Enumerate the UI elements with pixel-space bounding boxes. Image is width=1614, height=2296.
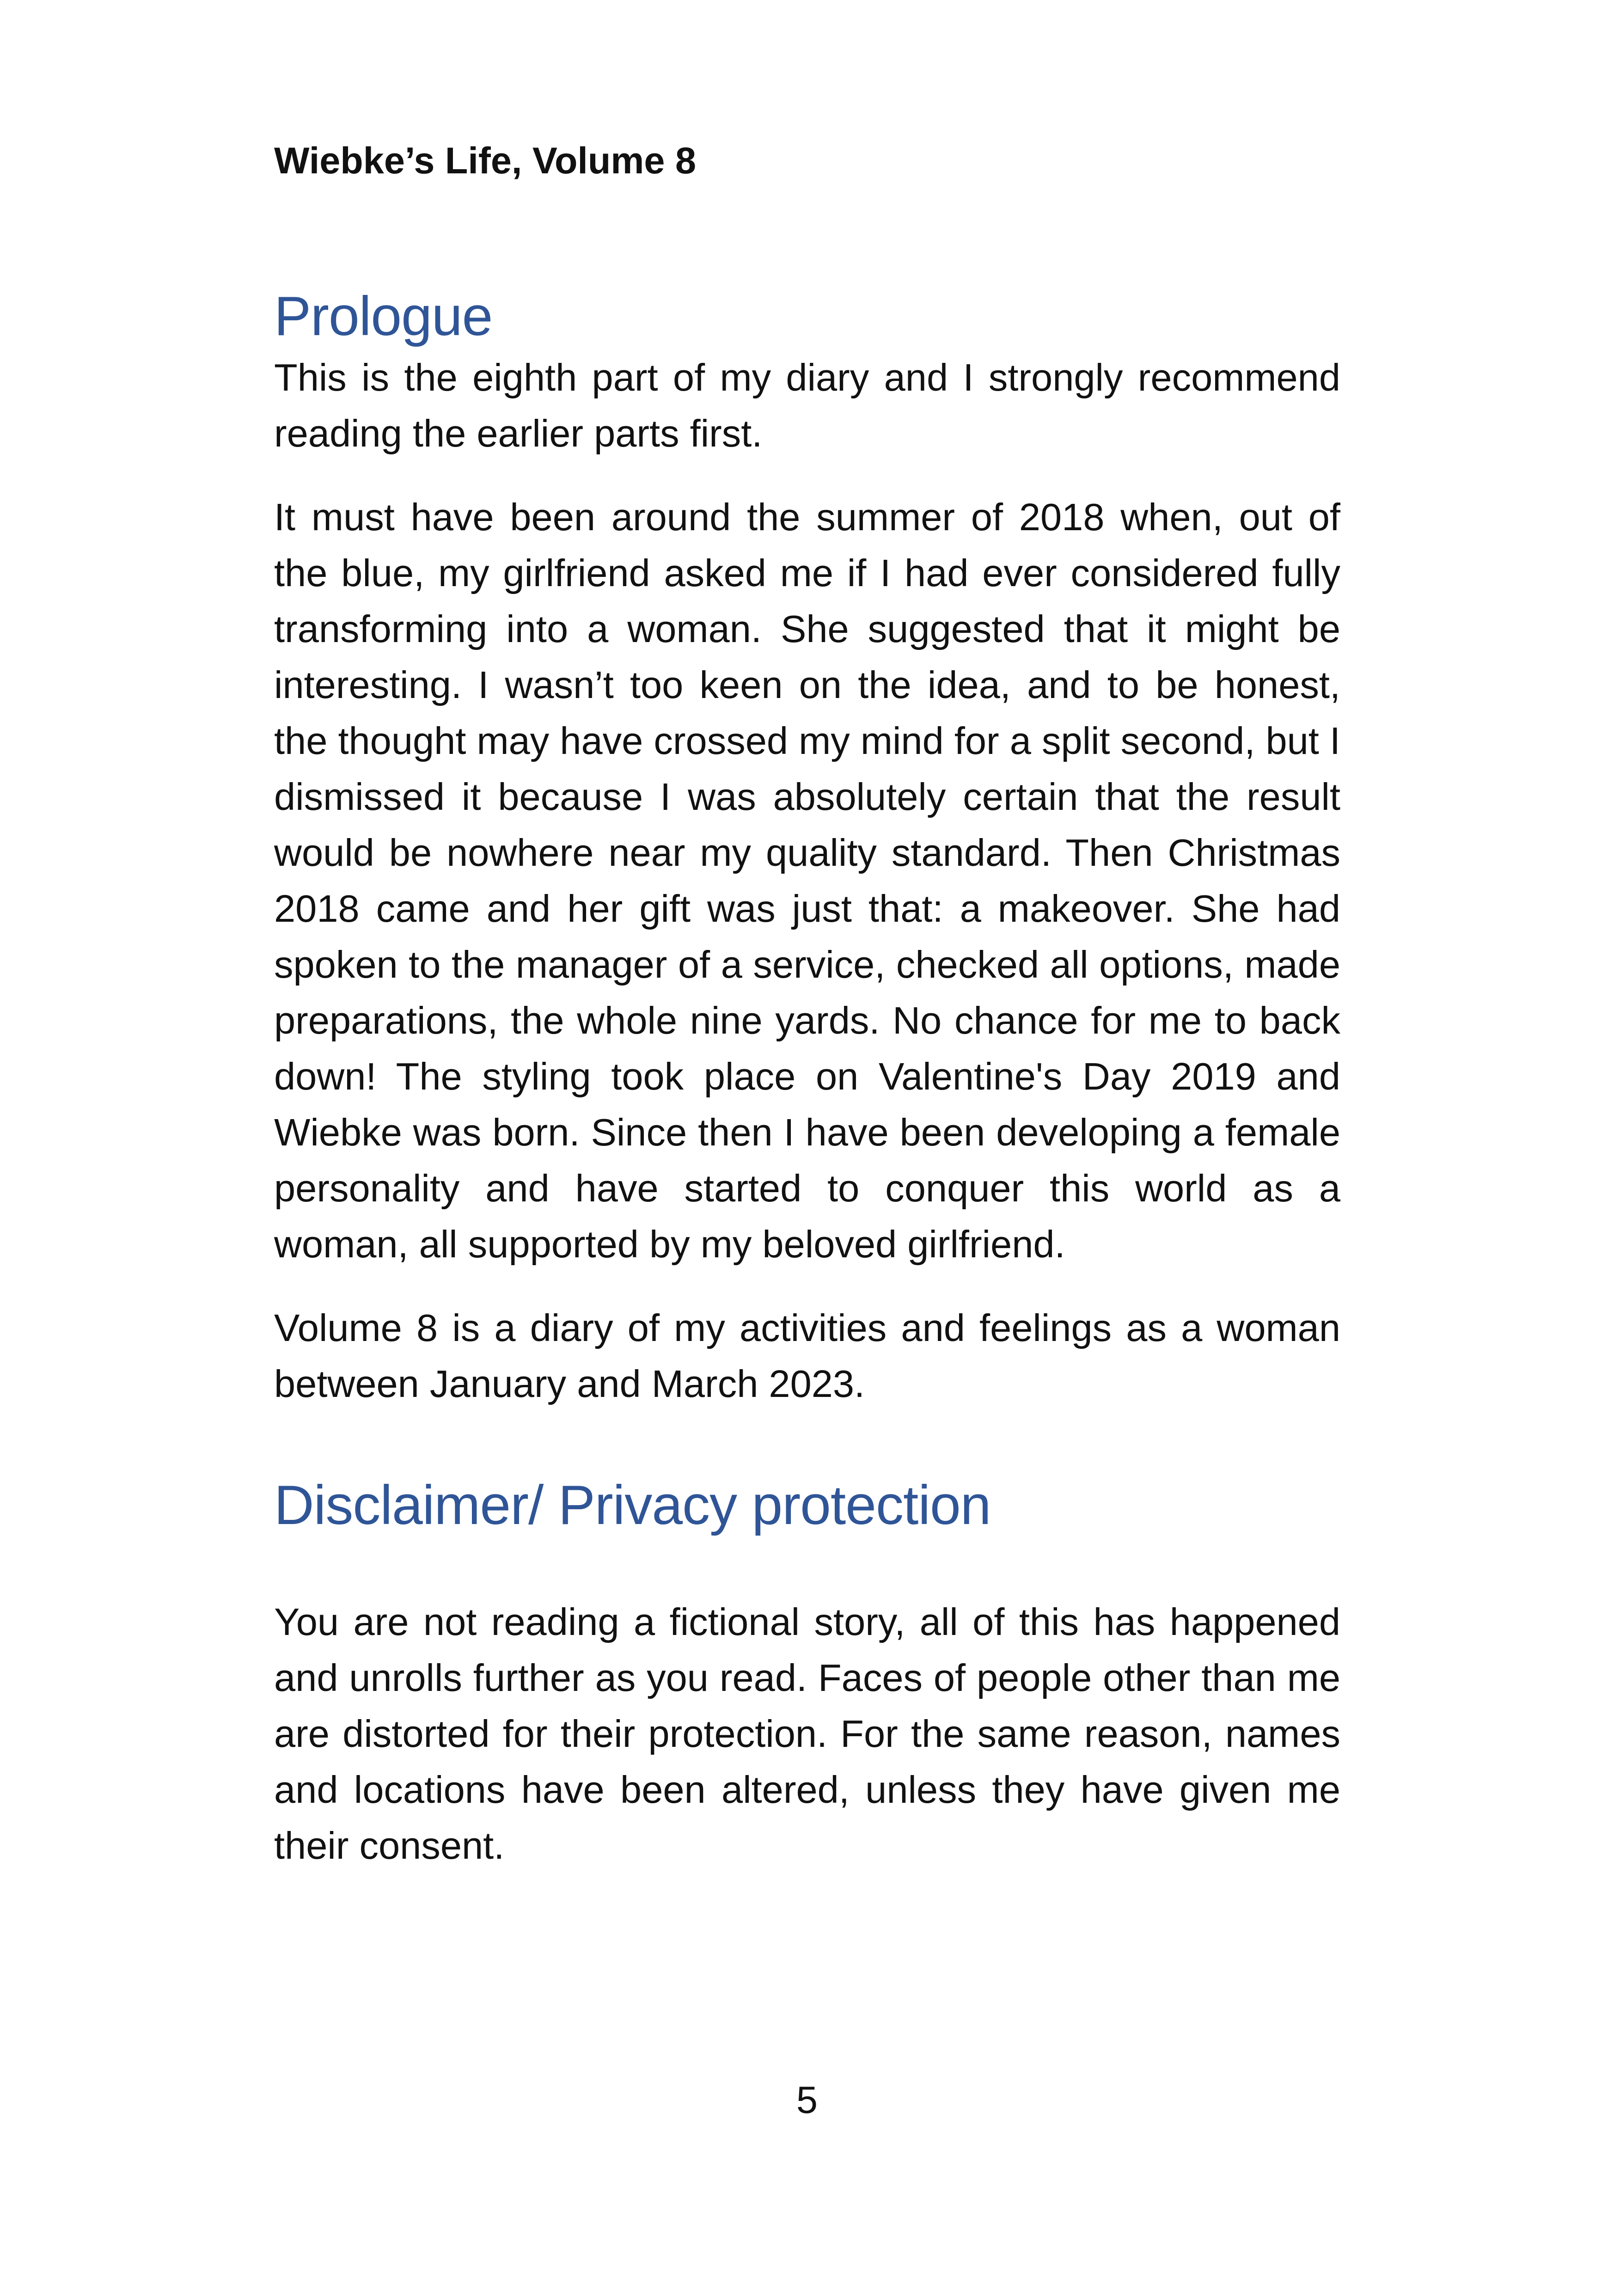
prologue-heading: Prologue	[274, 285, 493, 347]
disclaimer-heading: Disclaimer/ Privacy protection	[274, 1474, 991, 1536]
disclaimer-paragraph-1: You are not reading a fictional story, all of this has happened and unrolls further as you read. Faces of people other than me are distorted for their protection. For the same reason, names and locations have been altered, unless they have given me their consent.	[274, 1600, 1340, 1867]
prologue-paragraph-1: This is the eighth part of my diary and I strongly recommend reading the earlier parts first.	[274, 356, 1340, 455]
running-header: Wiebke’s Life, Volume 8	[274, 140, 697, 182]
prologue-paragraph-3: Volume 8 is a diary of my activities and feelings as a woman between January and March 2023.	[274, 1306, 1340, 1405]
page-number: 5	[796, 2078, 818, 2121]
prologue-paragraph-2: It must have been around the summer of 2018 when, out of the blue, my girlfriend asked me if I had ever considered fully transforming into a woman. She suggested that it might be interesting. I wasn’t too keen on the idea, and to be honest, the thought may have crossed my mind for a split second, but I dismissed it because I was absolutely certain that the result would be nowhere near my quality standard. Then Christmas 2018 came and her gift was just that: a makeover. She had spoken to the manager of a service, checked all options, made preparations, the whole nine yards. No chance for me to back down! The styling took place on Valentine's Day 2019 and Wiebke was born. Since then I have been developing a female personality and have started to conquer this world as a woman, all supported by my beloved girlfriend.	[274, 496, 1340, 1266]
page-content	[274, 283, 1340, 1901]
